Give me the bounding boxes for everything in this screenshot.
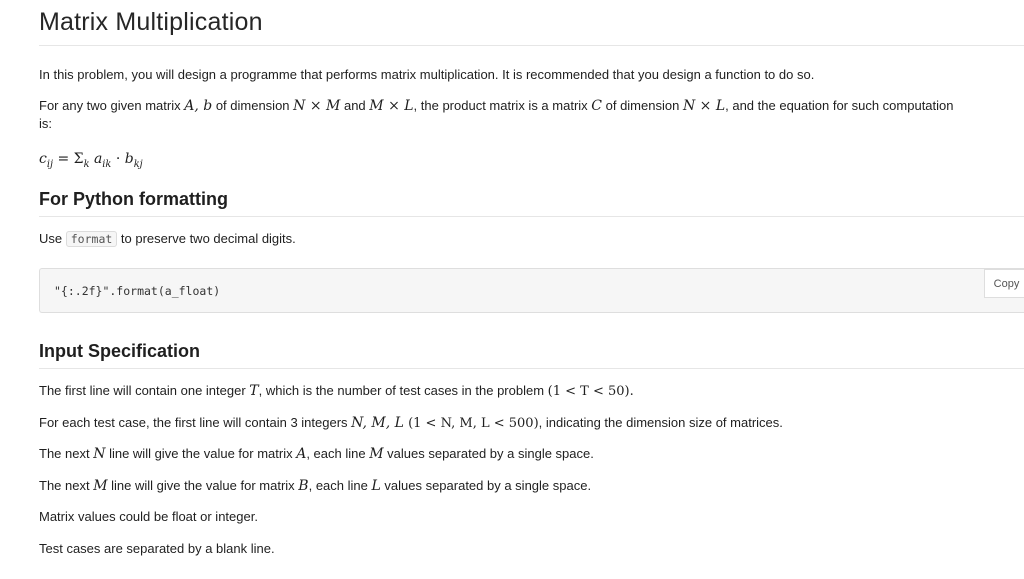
input-line-3: The next N line will give the value for matrix A, each line M values separated by a single space. xyxy=(39,446,594,462)
intro-paragraph: In this problem, you will design a programme that performs matrix multiplication. It is recommended that you design a function to do so. xyxy=(39,67,815,82)
input-line-4: The next M line will give the value for matrix B, each line L values separated by a single space. xyxy=(39,478,592,494)
input-heading-divider xyxy=(39,368,1024,369)
page-title: Matrix Multiplication xyxy=(39,8,263,36)
input-line-5: Matrix values could be float or integer. xyxy=(39,509,258,524)
inline-code-format: format xyxy=(66,231,118,247)
code-snippet: "{:.2f}".format(a_float) xyxy=(54,284,221,298)
input-specification-heading: Input Specification xyxy=(39,341,201,361)
python-formatting-heading: For Python formatting xyxy=(39,189,228,209)
copy-button[interactable]: Copy xyxy=(984,269,1024,298)
input-line-6: Test cases are separated by a blank line. xyxy=(39,541,275,556)
input-line-2: For each test case, the first line will contain 3 integers N, M, L (1 < N, M, L < 500), indicating the dimension size of matrices. xyxy=(39,415,783,431)
code-block xyxy=(39,268,1024,313)
title-divider xyxy=(39,45,1024,46)
python-heading-divider xyxy=(39,216,1024,217)
input-line-1: The first line will contain one integer T, which is the number of test cases in the problem (1 < T < 50). xyxy=(39,383,634,399)
format-usage-text: Use format to preserve two decimal digits. xyxy=(39,231,296,246)
product-formula: $c_{ij} = \Sigma_k$ $a_{ik} \cdot b_{kj}$ xyxy=(39,151,143,170)
definition-paragraph: For any two given matrix A, b of dimension N × M and M × L, the product matrix is a matrix C of dimension N × L, and the equation for such computation is: xyxy=(39,98,954,131)
